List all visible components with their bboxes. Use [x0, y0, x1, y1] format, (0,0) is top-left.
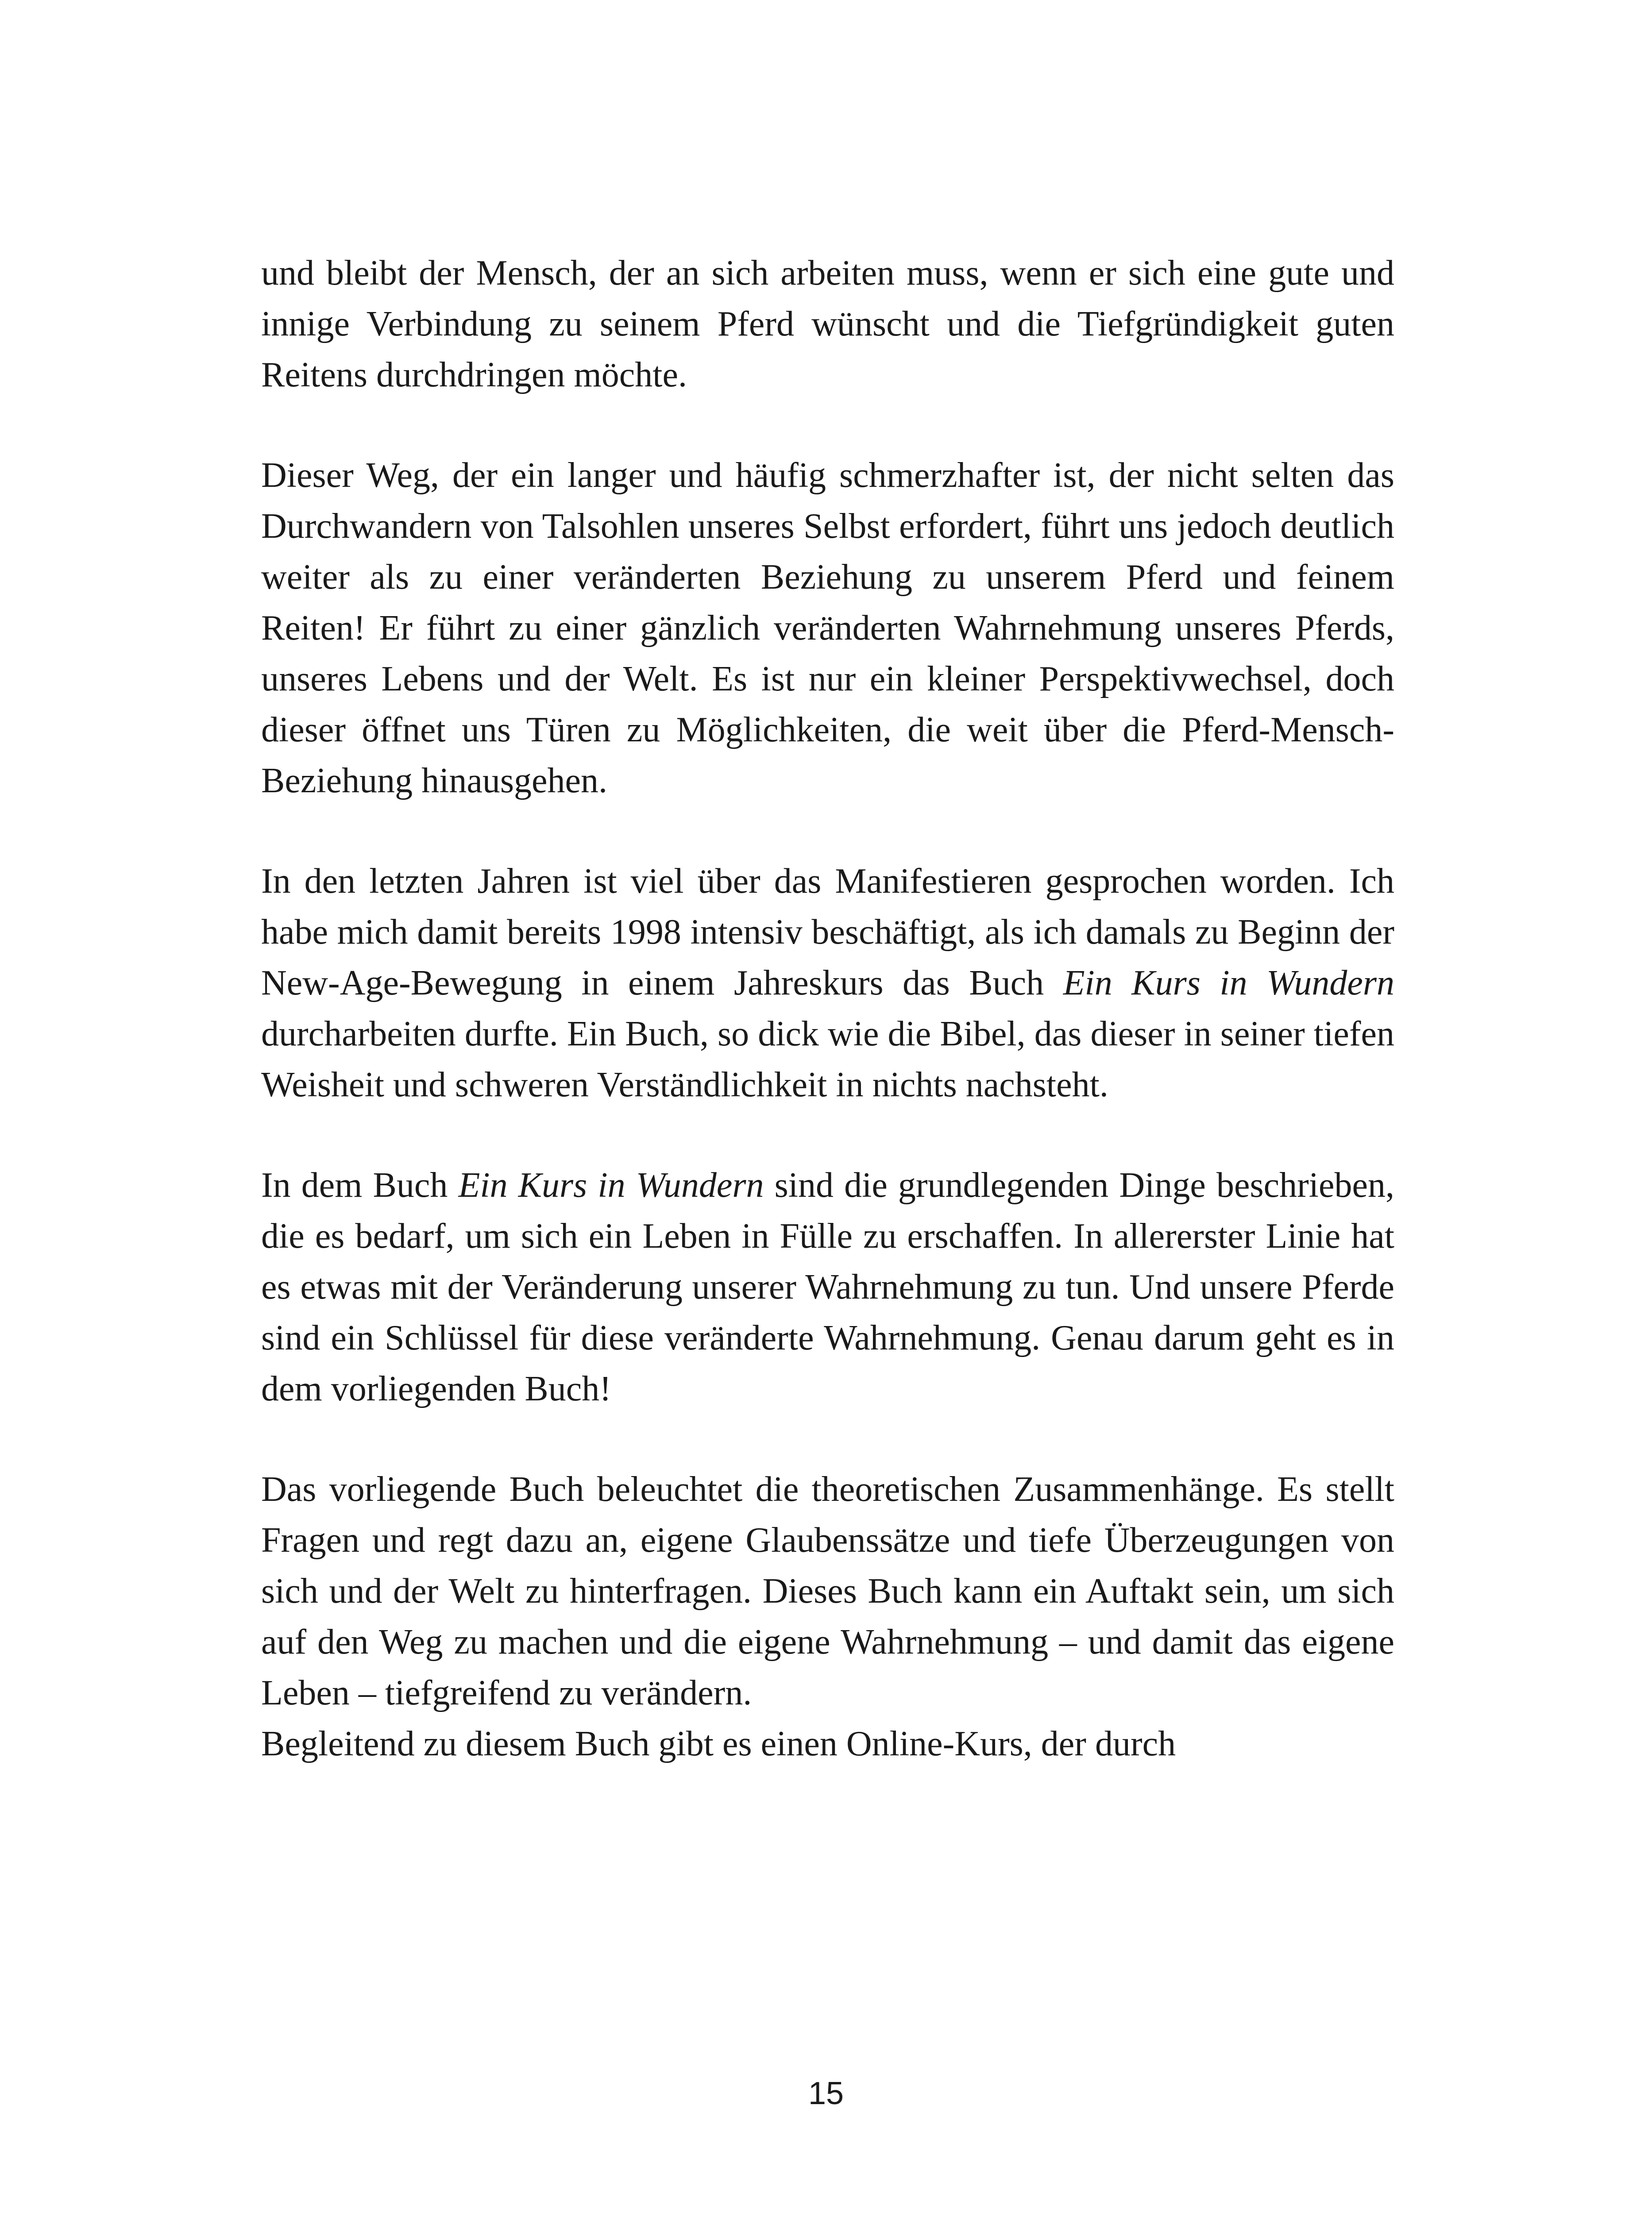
- paragraph-2-text: Dieser Weg, der ein langer und häufig schmerzhafter ist, der nicht selten das Durchwandern von Talsohlen unseres Selbst erfordert, führt uns jedoch deutlich weiter als zu einer veränderten Beziehung zu unserem Pferd und feinem Reiten! Er führt zu einer gänzlich veränderten Wahrnehmung unseres Pferds, unseres Lebens und der Welt. Es ist nur ein kleiner Perspektivwechsel, doch dieser öffnet uns Türen zu Möglichkeiten, die weit über die Pferd-Mensch-Beziehung hinausgehen.: [261, 456, 1394, 800]
- book-title-italic: Ein Kurs in Wundern: [1063, 964, 1395, 1002]
- paragraph-3-text-after: durcharbeiten durfte. Ein Buch, so dick wie die Bibel, das dieser in seiner tiefen Weisheit und schweren Verständlichkeit in nichts nachsteht.: [261, 1014, 1394, 1104]
- paragraph-1-text: und bleibt der Mensch, der an sich arbeiten muss, wenn er sich eine gute und innige Verbindung zu seinem Pferd wünscht und die Tiefgründigkeit guten Reitens durchdringen möchte.: [261, 254, 1394, 394]
- body-text: [261, 248, 1394, 1770]
- paragraph-6: [261, 1719, 1394, 1770]
- paragraph-5-text: Das vorliegende Buch beleuchtet die theoretischen Zusammenhänge. Es stellt Fragen und regt dazu an, eigene Glaubenssätze und tiefe Überzeugungen von sich und der Welt zu hinterfragen. Dieses Buch kann ein Auftakt sein, um sich auf den Weg zu machen und die eigene Wahrnehmung – und damit das eigene Leben – tiefgreifend zu verändern.: [261, 1470, 1394, 1712]
- paragraph-4: [261, 1160, 1394, 1415]
- paragraph-2: [261, 450, 1394, 806]
- book-title-italic: Ein Kurs in Wundern: [458, 1166, 764, 1205]
- page-number: 15: [808, 2076, 844, 2111]
- paragraph-5: [261, 1464, 1394, 1719]
- paragraph-3-text-before: In den letzten Jahren ist viel über das Manifestieren gesprochen worden. Ich habe mich damit bereits 1998 intensiv beschäftigt, als ich damals zu Beginn der New-Age-Bewegung in einem Jahreskurs das Buch: [261, 862, 1394, 1002]
- paragraph-6-text: Begleitend zu diesem Buch gibt es einen Online-Kurs, der durch: [261, 1724, 1176, 1763]
- paragraph-1: [261, 248, 1394, 401]
- paragraph-4-text-before: In dem Buch: [261, 1166, 459, 1205]
- paragraph-4-text-after: sind die grundlegenden Dinge beschrieben, die es bedarf, um sich ein Leben in Fülle zu erschaffen. In allererster Linie hat es etwas mit der Veränderung unserer Wahrnehmung zu tun. Und unsere Pferde sind ein Schlüssel für diese veränderte Wahrnehmung. Genau darum geht es in dem vorliegenden Buch!: [261, 1166, 1394, 1408]
- paragraph-3: [261, 856, 1394, 1110]
